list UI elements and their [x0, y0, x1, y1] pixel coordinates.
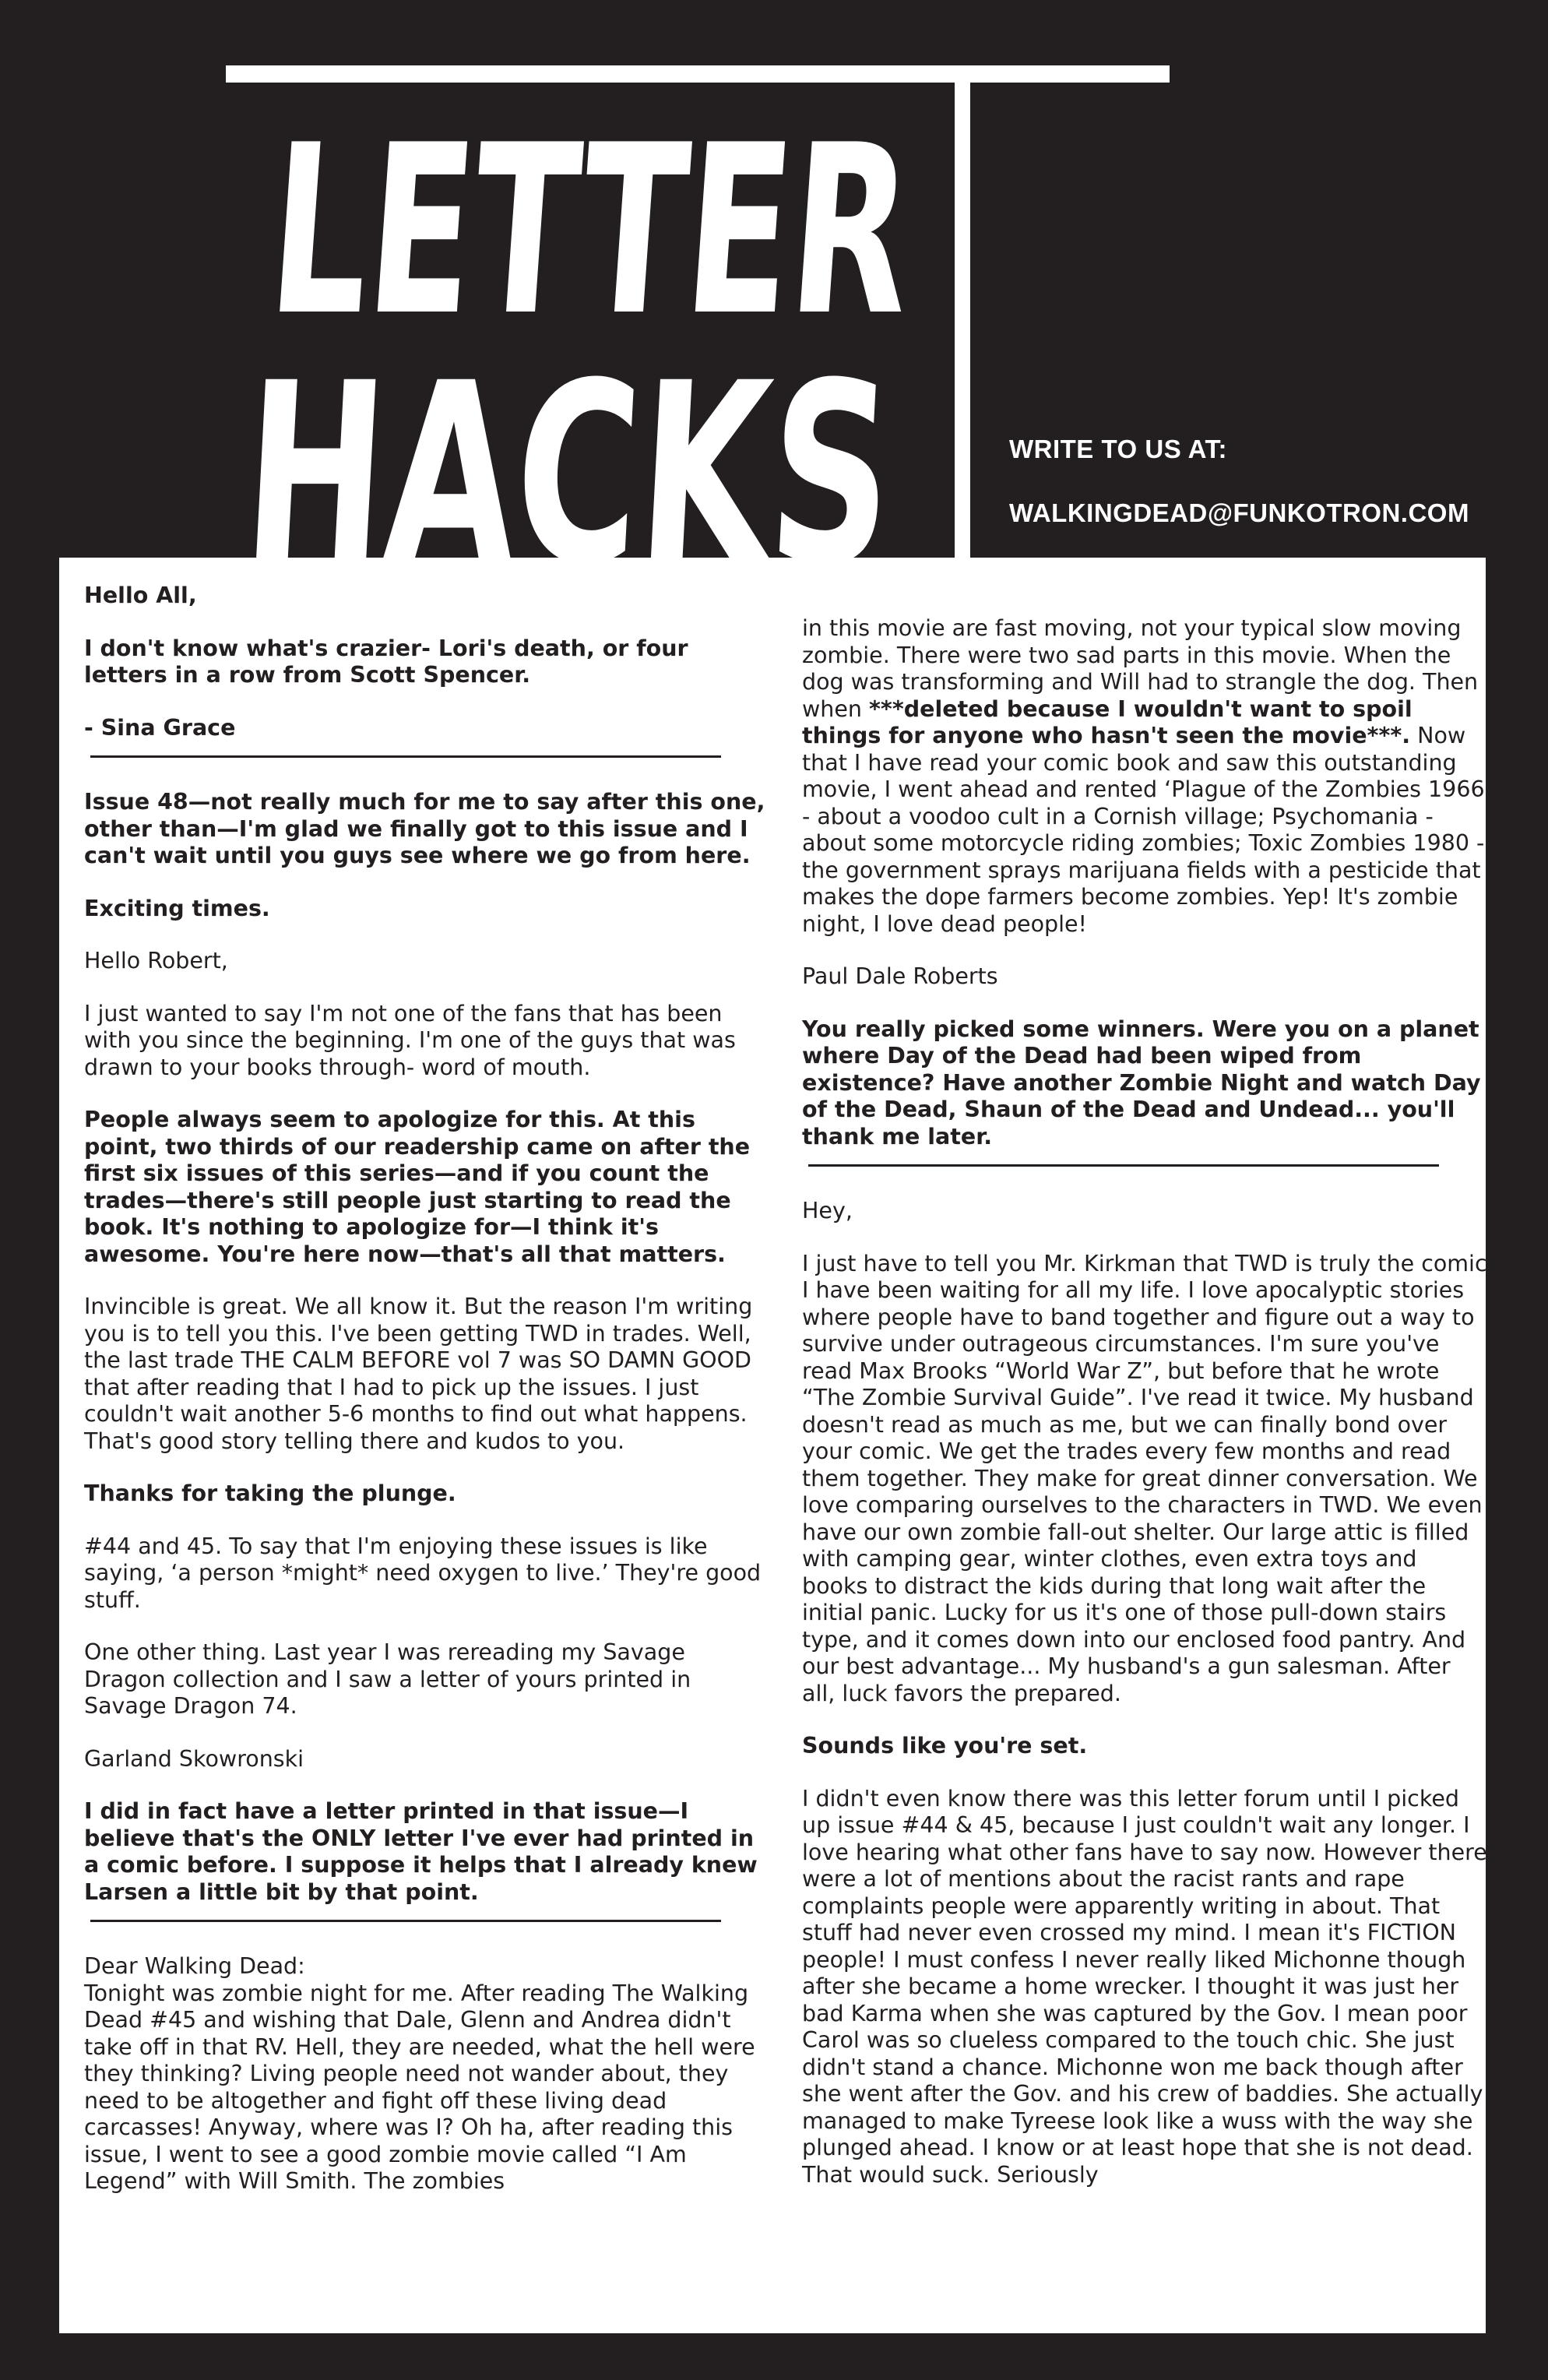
letter-text: I don't know what's crazier- Lori's death, or four letters in a row from Scott Spencer. — [84, 635, 688, 688]
section-divider — [90, 1920, 721, 1922]
letter-signature: Paul Dale Roberts — [802, 963, 998, 989]
letter-text-part: Now that I have read your comic book and saw this outstanding movie, I went ahead and rented ‘Plague of the Zombies 1966 - about a voodoo cult in a Cornish village; Psychomania - about some motorcycle riding zombies; Toxic Zombies 1980 - the government sprays marijuana fields with a pesticide that makes the dope farmers become zombies. Yep! It's zombie night, I love dead people! — [802, 723, 1485, 937]
left-column — [84, 583, 769, 2221]
letter-salutation: Dear Walking Dead: — [84, 1953, 305, 1979]
reply-text: Thanks for taking the plunge. — [84, 1480, 456, 1506]
letter-text: I didn't even know there was this letter forum until I picked up issue #44 & 45, because I just couldn't wait any longer. I love hearing what other fans have to say now. However there were a lot of mentions about the racist rants and rape complaints people were apparently writing in about. That stuff had never even crossed my mind. I mean it's FICTION people! I must confess I never really liked Michonne though after she became a home wrecker. I thought it was just her bad Karma when she was captured by the Gov. I mean poor Carol was so clueless compared to the touch chic. She just didn't stand a chance. Michonne won me back though after she went after the Gov. and his crew of baddies. She actually managed to make Tyreese look like a wuss with the way she plunged ahead. I know or at least hope that she is not dead. That would suck. Seriously — [802, 1785, 1487, 2188]
letter-signature: Garland Skowronski — [84, 1745, 304, 1772]
section-divider — [90, 755, 721, 758]
header-divider — [955, 65, 970, 572]
header-top-bar — [226, 65, 1170, 83]
letter-text — [802, 615, 1487, 938]
logo-line1: LETTER — [262, 101, 950, 367]
right-column — [802, 615, 1487, 2214]
letter-text: #44 and 45. To say that I'm enjoying these issues is like saying, ‘a person *might* need oxygen to live.’ They're good stuff. — [84, 1533, 762, 1613]
contact-email[interactable]: WALKINGDEAD@FUNKOTRON.COM — [1009, 498, 1469, 527]
letter-text: Hello All, — [84, 583, 197, 608]
reply-text: You really picked some winners. Were you on a planet where Day of the Dead had been wiped from existence? Have another Zombie Night and watch Day of the Dead, Shaun of the Dead and Undead... you'll thank me later. — [802, 1016, 1481, 1150]
letter-signature: - Sina Grace — [84, 714, 236, 741]
reply-text: I did in fact have a letter printed in that issue—I believe that's the ONLY letter I've ever had printed in a comic before. I suppose it helps that I already knew Larsen a little bit by that point. — [84, 1798, 758, 1905]
letter-text: I just have to tell you Mr. Kirkman that TWD is truly the comic I have been waiting for all my life. I love apocalyptic stories where people have to band together and figure out a way to survive under outrageous circumstances. I'm sure you've read Max Brooks “World War Z”, but before that he wrote “The Zombie Survival Guide”. I've read it twice. My husband doesn't read as much as me, but we can finally bond over your comic. We get the trades every few months and read them together. They make for great dinner conversation. We love comparing ourselves to the characters in TWD. We even have our own zombie fall-out shelter. Our large attic is filled with camping gear, winter clothes, even extra toys and books to distract the kids during that long wait after the initial panic. Lucky for us it's one of those pull-down stairs type, and it comes down into our enclosed food pantry. And our best advantage... My husband's a gun salesman. After all, luck favors the prepared. — [802, 1250, 1487, 1706]
section-divider — [808, 1164, 1439, 1167]
letter-text: Invincible is great. We all know it. But the reason I'm writing you is to tell you this. I've been getting TWD in trades. Well, the last trade THE CALM BEFORE vol 7 was SO DAMN GOOD that after reading that I had to pick up the issues. I just couldn't wait another 5-6 months to find out what happens. That's good story telling there and kudos to you. — [84, 1294, 753, 1454]
reply-text: Issue 48—not really much for me to say after this one, other than—I'm glad we finally got to this issue and I can't wait until you guys see where we go from here. — [84, 789, 765, 868]
letter-text-emphasis: ***deleted because I wouldn't want to spoil things for anyone who hasn't seen the movie***. — [802, 695, 1413, 748]
reply-text: People always seem to apologize for this. At this point, two thirds of our readership came on after the first six issues of this series—and if you count the trades—there's still people just starting to read the book. It's nothing to apologize for—I think it's awesome. You're here now—that's all that matters. — [84, 1107, 751, 1267]
reply-text: Exciting times. — [84, 895, 270, 921]
letter-text: One other thing. Last year I was rereading my Savage Dragon collection and I saw a letter of yours printed in Savage Dragon 74. — [84, 1639, 691, 1719]
write-to-us-label: WRITE TO US AT: — [1009, 435, 1228, 463]
letter-salutation: Hey, — [802, 1198, 853, 1223]
logo-line2: HACKS — [249, 329, 950, 592]
letter-text-part: in this movie are fast moving, not your typical slow moving zombie. There were two sad parts in this movie. When the dog was transforming and Will had to strangle the dog. Then when — [802, 615, 1479, 722]
letter-text: Tonight was zombie night for me. After reading The Walking Dead #45 and wishing that Dale, Glenn and Andrea didn't take off in that RV. Hell, they are needed, what the hell were they thinking? Living people need not wander about, they need to be altogether and fight off these living dead carcasses! Anyway, where was I? Oh ha, after reading this issue, I went to see a good zombie movie called “I Am Legend” with Will Smith. The zombies — [84, 1980, 755, 2194]
letter-text: Hello Robert, — [84, 948, 228, 973]
letter-hacks-logo — [249, 101, 950, 592]
reply-text: Sounds like you're set. — [802, 1733, 1088, 1759]
letter-text: I just wanted to say I'm not one of the fans that has been with you since the beginning. I'm one of the guys that was drawn to your books through- word of mouth. — [84, 1000, 736, 1080]
